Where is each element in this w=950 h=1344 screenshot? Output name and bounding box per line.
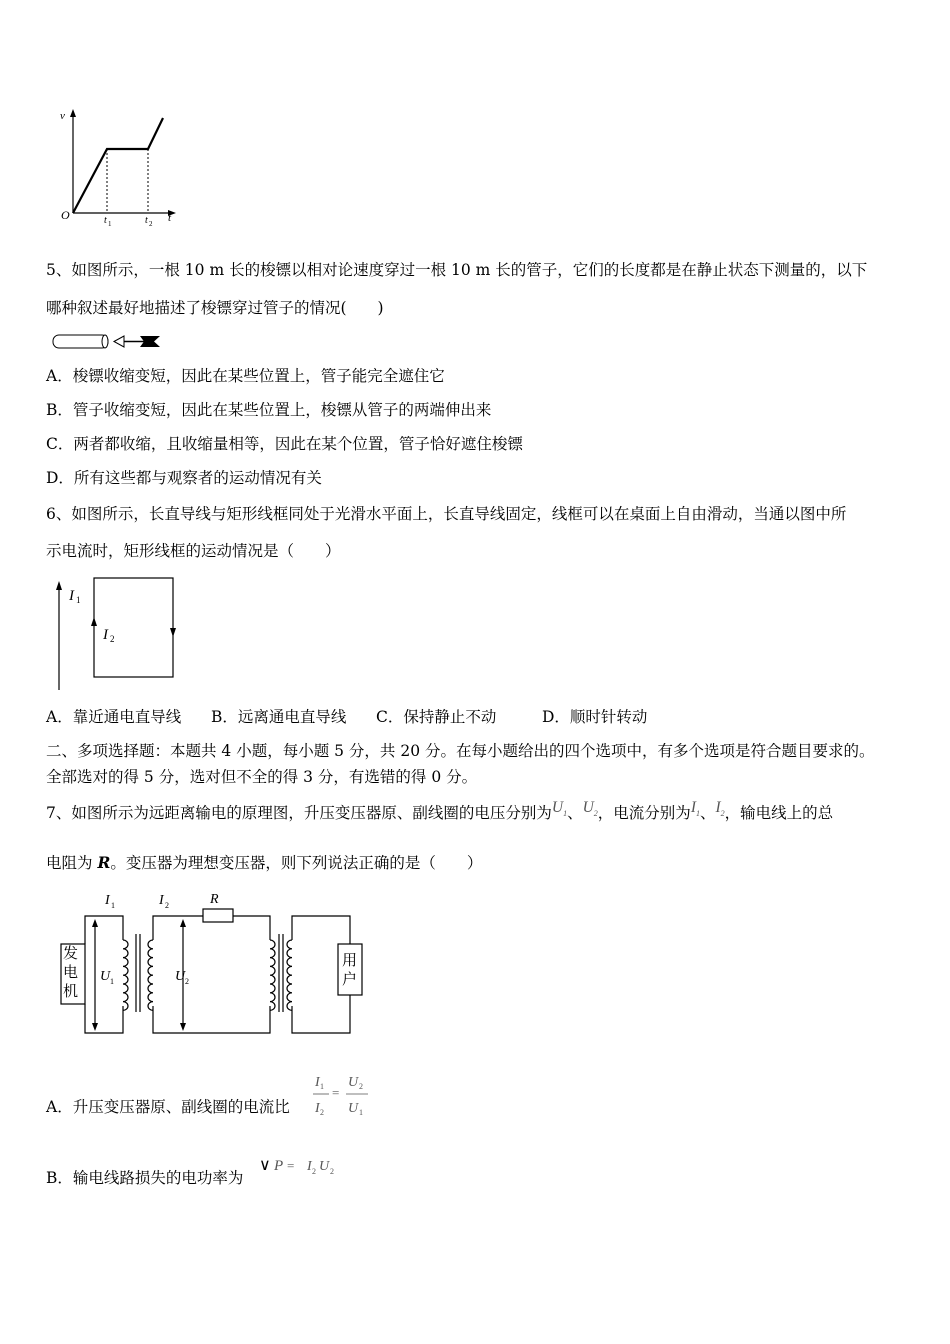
q7-stem-part1: 7、如图所示为远距离输电的原理图，升压变压器原、副线圈的电压分别为 [46, 804, 552, 822]
q5-stem-line1: 5、如图所示，一根 10 m 长的梭镖以相对论速度穿过一根 10 m 长的管子，它们的长度都是在静止状态下测量的，以下 [46, 261, 868, 279]
q7-option-a-formula [310, 1068, 380, 1120]
vt-graph [55, 105, 180, 230]
svg-text:=: = [287, 1158, 295, 1173]
q6-option-a: A．靠近通电直导线 [46, 708, 182, 726]
section2-line1: 二、多项选择题：本题共 4 小题，每小题 5 分，共 20 分。在每小题给出的四个选项中，有多个选项是符合题目要求的。 [46, 742, 875, 760]
origin-label: O [61, 208, 70, 222]
wire-and-loop-figure [48, 575, 188, 695]
svg-text:=: = [332, 1085, 340, 1100]
fig-i2-sub: 2 [165, 901, 169, 910]
q6-stem-line2: 示电流时，矩形线框的运动情况是（ ） [46, 542, 341, 560]
svg-text:1: 1 [320, 1082, 324, 1091]
svg-text:1: 1 [359, 1108, 363, 1117]
q7-stem-part2: ，电流分别为 [597, 804, 691, 822]
svg-text:2: 2 [359, 1082, 363, 1091]
fig-r: R [210, 892, 219, 907]
svg-text:2: 2 [320, 1108, 324, 1117]
q6-option-b: B．远离通电直导线 [211, 708, 347, 726]
q7-sep2: 、 [699, 804, 716, 822]
fig-i2: I [159, 893, 164, 908]
generator-label-1: 发 [63, 946, 79, 962]
transmission-diagram [55, 888, 365, 1040]
svg-text:P: P [274, 1158, 284, 1174]
svg-text:U: U [348, 1101, 359, 1116]
q7-sep1: 、 [567, 804, 583, 822]
svg-text:I: I [315, 1101, 320, 1116]
fig-i1-sub: 1 [111, 901, 115, 910]
user-label-2: 户 [342, 972, 358, 988]
q7-option-a: A．升压变压器原、副线圈的电流比 [46, 1098, 290, 1116]
t1-label: t [104, 215, 107, 226]
q6-stem-line1: 6、如图所示，长直导线与矩形线框同处于光滑水平面上，长直导线固定，线框可以在桌面上自由滑动，当通以图中所 [46, 505, 847, 523]
q7-option-b: B．输电线路损失的电功率为 [46, 1169, 244, 1187]
tube-and-spear-figure [50, 333, 170, 351]
generator-label-2: 电 [63, 965, 79, 981]
fig-u2-sub: 2 [185, 977, 189, 986]
q6-option-c: C．保持静止不动 [376, 708, 497, 726]
q7-stem-part3: ，输电线上的总 [724, 804, 834, 822]
q7-i2: $I_2$ [715, 799, 725, 819]
q6-option-d: D．顺时针转动 [542, 708, 648, 726]
fig-i1: I [105, 893, 110, 908]
svg-text:U: U [319, 1159, 330, 1174]
i1-sub: 1 [76, 595, 81, 605]
generator-label-3: 机 [63, 984, 79, 1000]
q7-stem-line1 [46, 799, 834, 831]
q5-option-b: B．管子收缩变短，因此在某些位置上，梭镖从管子的两端伸出来 [46, 401, 492, 419]
t2-sub: 2 [149, 220, 153, 228]
svg-text:U: U [348, 1075, 359, 1090]
q7-option-b-formula [258, 1152, 348, 1182]
q7-stem-line2: 电阻为 R。变压器为理想变压器，则下列说法正确的是（ ） [46, 853, 483, 872]
fig-u1-sub: 1 [110, 977, 114, 986]
section2-line2: 全部选对的得 5 分，选对但不全的得 3 分，有选错的得 0 分。 [46, 768, 478, 786]
q5-option-a: A．梭镖收缩变短，因此在某些位置上，管子能完全遮住它 [46, 367, 445, 385]
v-axis-label: v [60, 110, 65, 122]
q7-u1: $U_1$ [551, 799, 568, 819]
q5-stem-line2: 哪种叙述最好地描述了梭镖穿过管子的情况( ) [46, 299, 384, 317]
q5-option-c: C．两者都收缩，且收缩量相等，因此在某个位置，管子恰好遮住梭镖 [46, 435, 523, 453]
t-axis-label: t [168, 212, 172, 224]
svg-text:∨: ∨ [259, 1157, 271, 1174]
fig-u1: U [100, 969, 111, 984]
svg-text:2: 2 [312, 1167, 316, 1176]
q5-option-d: D．所有这些都与观察者的运动情况有关 [46, 469, 322, 487]
q7-i1: $I_1$ [690, 799, 700, 819]
fig-u2: U [175, 969, 186, 984]
i1-label: I [69, 588, 74, 604]
q7-u2: $U_2$ [582, 799, 598, 819]
i2-sub: 2 [110, 634, 115, 644]
svg-text:I: I [307, 1159, 312, 1174]
svg-text:I: I [315, 1075, 320, 1090]
i2-label: I [103, 627, 108, 643]
svg-text:2: 2 [330, 1167, 334, 1176]
t1-sub: 1 [108, 220, 112, 228]
q7-r-symbol: R [97, 853, 111, 872]
user-label-1: 用 [342, 953, 358, 969]
t2-label: t [145, 215, 148, 226]
